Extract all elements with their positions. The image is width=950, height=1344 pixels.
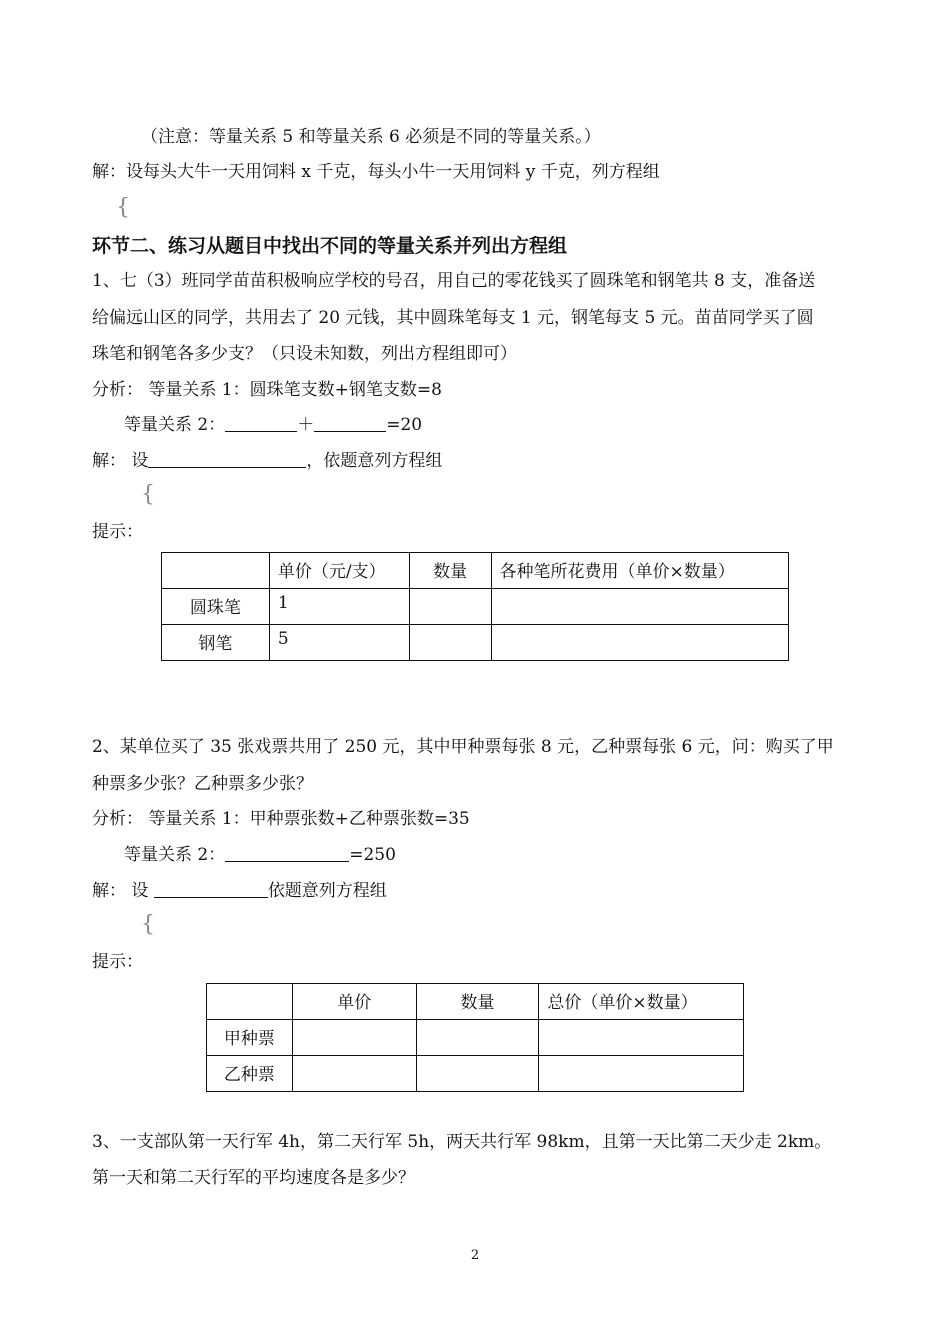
q3-line1: 3、一支部队第一天行军 4h，第二天行军 5h，两天共行军 98km，且第一天比第二天少走 2km。	[92, 1132, 832, 1152]
q1-line3: 珠笔和钢笔各多少支？（只设未知数，列出方程组即可）	[92, 344, 517, 364]
q1-blank-a[interactable]	[225, 415, 297, 432]
table-row	[162, 589, 789, 625]
section2-title: 环节二、练习从题目中找出不同的等量关系并列出方程组	[92, 235, 568, 257]
table-cell	[162, 553, 270, 589]
note-line: （注意：等量关系 5 和等量关系 6 必须是不同的等量关系。）	[141, 127, 601, 147]
q2-solve-b: 依题意列方程组	[267, 881, 387, 901]
q2-line1: 2、某单位买了 35 张戏票共用了 250 元，其中甲种票每张 8 元，乙种票每张 6 元，问：购买了甲	[92, 737, 834, 757]
table-row	[207, 984, 744, 1020]
table-cell	[207, 984, 293, 1020]
brace-2: {	[141, 482, 155, 507]
pen-table	[161, 552, 789, 661]
table-cell[interactable]	[416, 1020, 539, 1056]
table-cell[interactable]	[292, 1056, 416, 1092]
q2-hint: 提示：	[92, 952, 143, 972]
table-row	[207, 1020, 744, 1056]
q1-blank-b[interactable]	[314, 415, 386, 432]
table-header-cell: 数量	[409, 553, 491, 589]
table-cell: 1	[269, 589, 409, 625]
brace-1: {	[116, 195, 130, 220]
ticket-table	[206, 983, 744, 1092]
q2-blank-a[interactable]	[225, 845, 349, 862]
q1-rel2-eq: =20	[386, 415, 423, 435]
table-header-cell: 各种笔所花费用（单价×数量）	[491, 553, 788, 589]
table-cell: 甲种票	[207, 1020, 293, 1056]
brace-3: {	[141, 912, 155, 937]
page-number: 2	[470, 1248, 480, 1263]
q1-solve-b: ，依题意列方程组	[306, 451, 443, 471]
q1-analysis: 分析： 等量关系 1：圆珠笔支数+钢笔支数=8	[92, 380, 442, 400]
table-cell: 圆珠笔	[162, 589, 270, 625]
q2-analysis: 分析： 等量关系 1：甲种票张数+乙种票张数=35	[92, 809, 470, 829]
table-header-cell: 单价（元/支）	[269, 553, 409, 589]
q1-hint: 提示：	[92, 522, 143, 542]
table-cell: 5	[269, 625, 409, 661]
table-cell[interactable]	[539, 1056, 744, 1092]
q1-line1: 1、七（3）班同学苗苗积极响应学校的号召，用自己的零花钱买了圆珠笔和钢笔共 8 支，准备送	[92, 271, 816, 291]
table-header-cell: 数量	[416, 984, 539, 1020]
table-row	[162, 625, 789, 661]
q1-rel2-plus: ＋	[297, 415, 315, 435]
q2-solve	[92, 880, 387, 902]
q2-solve-a: 解： 设	[92, 881, 154, 901]
table-header-cell: 单价	[292, 984, 416, 1020]
q2-line2: 种票多少张？乙种票多少张？	[92, 774, 313, 794]
table-row	[162, 553, 789, 589]
q2-relation2	[124, 844, 396, 866]
table-cell: 乙种票	[207, 1056, 293, 1092]
q3-line2: 第一天和第二天行军的平均速度各是多少？	[92, 1168, 415, 1188]
q1-blank-set[interactable]	[148, 451, 306, 468]
table-cell: 钢笔	[162, 625, 270, 661]
q1-solve	[92, 450, 442, 472]
table-cell[interactable]	[292, 1020, 416, 1056]
q2-blank-set[interactable]	[154, 881, 268, 898]
table-cell[interactable]	[416, 1056, 539, 1092]
q1-relation2	[124, 414, 422, 436]
table-cell[interactable]	[409, 589, 491, 625]
table-row	[207, 1056, 744, 1092]
q1-solve-a: 解： 设	[92, 451, 149, 471]
q1-line2: 给偏远山区的同学，共用去了 20 元钱，其中圆珠笔每支 1 元，钢笔每支 5 元。苗苗同学买了圆	[92, 308, 814, 328]
table-cell[interactable]	[491, 589, 788, 625]
q2-rel2-eq: =250	[349, 845, 396, 865]
table-cell[interactable]	[539, 1020, 744, 1056]
table-cell[interactable]	[409, 625, 491, 661]
table-cell[interactable]	[491, 625, 788, 661]
q2-rel2-label: 等量关系 2：	[124, 845, 226, 865]
table-header-cell: 总价（单价×数量）	[539, 984, 744, 1020]
solve-intro-line: 解：设每头大牛一天用饲料 x 千克，每头小牛一天用饲料 y 千克，列方程组	[92, 162, 660, 182]
q1-rel2-label: 等量关系 2：	[124, 415, 226, 435]
